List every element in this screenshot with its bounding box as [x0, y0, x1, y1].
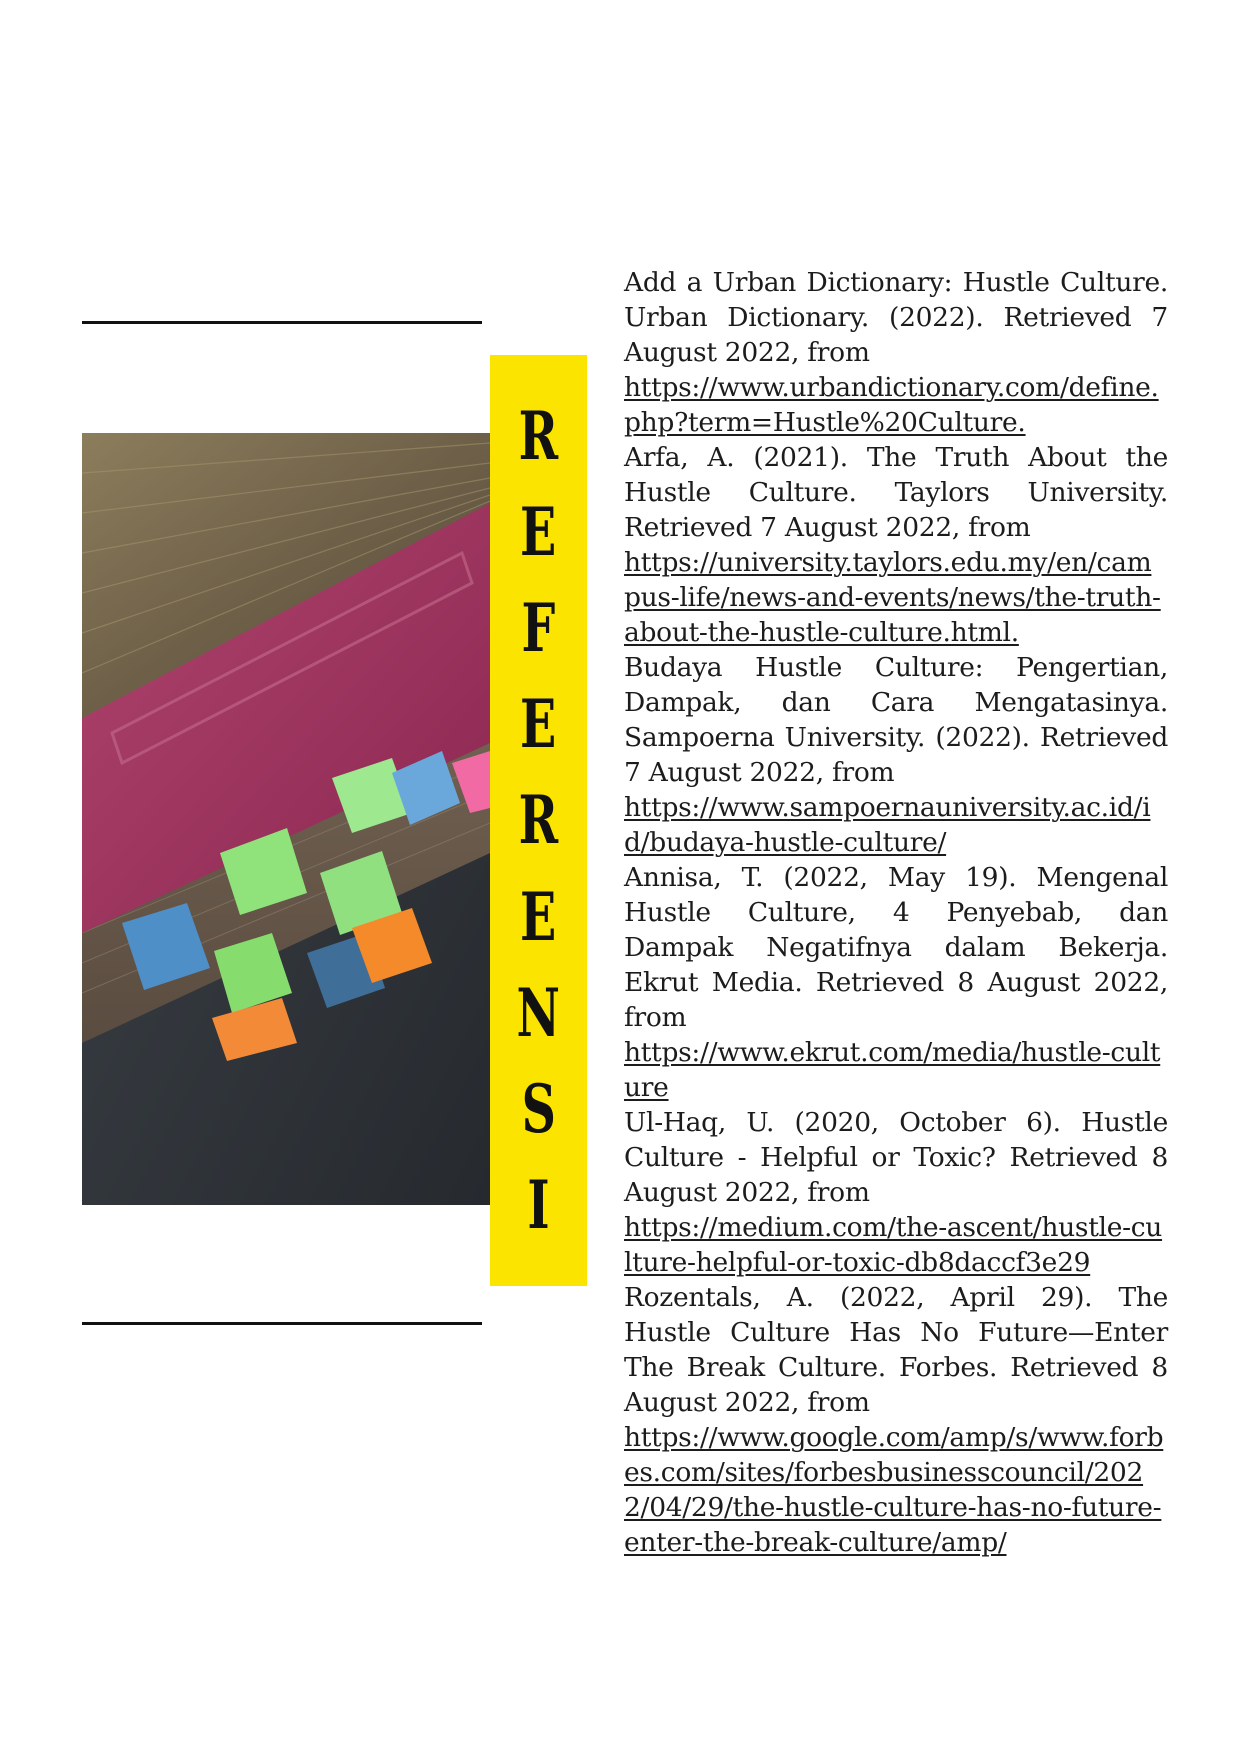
bottom-divider: [82, 1322, 482, 1325]
reference-citation: Annisa, T. (2022, May 19). Mengenal Hustle Culture, 4 Penyebab, dan Dampak Negatifnya dalam Bekerja. Ekrut Media. Retrieved 8 August 2022, from: [624, 862, 1168, 1033]
reference-citation: Rozentals, A. (2022, April 29). The Hustle Culture Has No Future—Enter The Break Culture. Forbes. Retrieved 8 August 2022, from: [624, 1282, 1168, 1418]
reference-item: [624, 650, 1168, 860]
reference-link[interactable]: https://www.urbandictionary.com/define.php?term=Hustle%20Culture.: [624, 372, 1159, 438]
title-letter: N: [516, 973, 561, 1052]
reference-link[interactable]: https://www.sampoernauniversity.ac.id/id/budaya-hustle-culture/: [624, 792, 1151, 858]
title-letter: F: [521, 589, 556, 668]
reference-link[interactable]: https://medium.com/the-ascent/hustle-culture-helpful-or-toxic-db8daccf3e29: [624, 1212, 1163, 1278]
title-letter: S: [521, 1069, 556, 1148]
title-letter: R: [518, 781, 559, 860]
title-letter: I: [527, 1165, 550, 1244]
title-letter: E: [520, 877, 557, 956]
reference-citation: Arfa, A. (2021). The Truth About the Hustle Culture. Taylors University. Retrieved 7 August 2022, from: [624, 442, 1168, 543]
reference-item: [624, 1280, 1168, 1560]
books-with-tabs-image: [82, 433, 490, 1205]
reference-link[interactable]: https://university.taylors.edu.my/en/campus-life/news-and-events/news/the-truth-about-the-hustle-culture.html.: [624, 547, 1161, 648]
reference-citation: Ul-Haq, U. (2020, October 6). Hustle Culture - Helpful or Toxic? Retrieved 8 August 2022, from: [624, 1107, 1168, 1208]
reference-citation: Add a Urban Dictionary: Hustle Culture. Urban Dictionary. (2022). Retrieved 7 August 2022, from: [624, 267, 1168, 368]
reference-list: [624, 265, 1168, 1560]
reference-item: [624, 265, 1168, 440]
title-letter: E: [520, 493, 557, 572]
title-letter: E: [520, 685, 557, 764]
reference-item: [624, 860, 1168, 1105]
reference-item: [624, 1105, 1168, 1280]
top-divider: [82, 321, 482, 324]
reference-item: [624, 440, 1168, 650]
reference-link[interactable]: https://www.google.com/amp/s/www.forbes.com/sites/forbesbusinesscouncil/2022/04/29/the-hustle-culture-has-no-future-enter-the-break-culture/amp/: [624, 1422, 1164, 1558]
reference-citation: Budaya Hustle Culture: Pengertian, Dampak, dan Cara Mengatasinya. Sampoerna University. (2022). Retrieved 7 August 2022, from: [624, 652, 1168, 788]
title-letter: R: [518, 397, 559, 476]
referensi-title-bar: [490, 355, 587, 1286]
books-photo: [82, 433, 490, 1205]
reference-link[interactable]: https://www.ekrut.com/media/hustle-culture: [624, 1037, 1161, 1103]
